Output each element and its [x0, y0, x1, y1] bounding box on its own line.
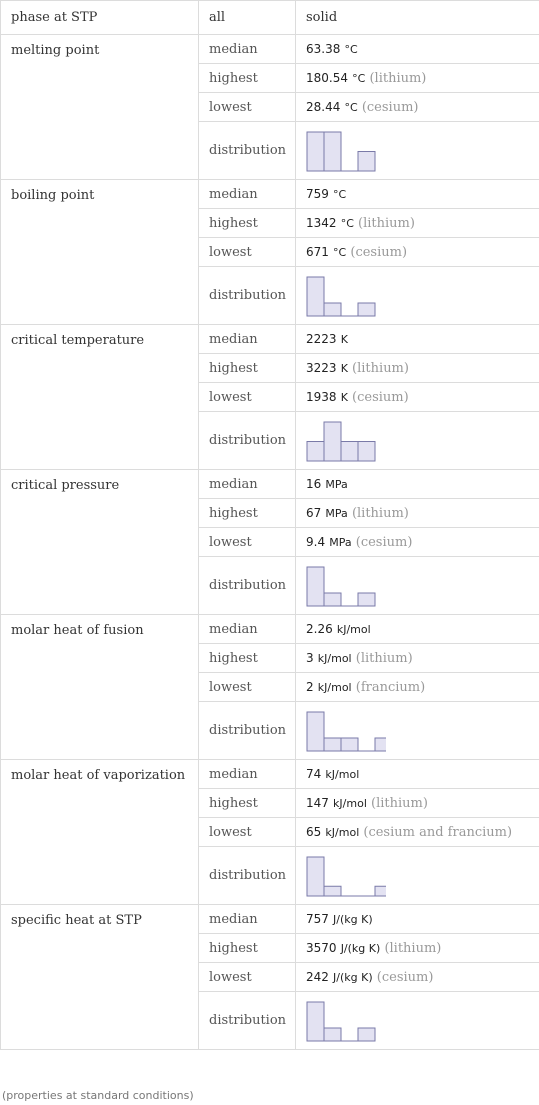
- histogram-bar: [307, 441, 324, 461]
- lowest-value: 1938: [306, 389, 337, 404]
- median-value-cell: [296, 905, 539, 934]
- median-value-cell: [296, 180, 539, 209]
- distribution-histogram: [306, 131, 386, 173]
- distribution-label: distribution: [199, 702, 296, 760]
- lowest-value: 242: [306, 969, 329, 984]
- histogram-bar: [307, 857, 324, 896]
- lowest-label: lowest: [199, 93, 296, 122]
- highest-value: 1342: [306, 215, 337, 230]
- histogram-bar: [358, 303, 375, 316]
- property-row-median: [1, 760, 539, 789]
- lowest-label: lowest: [199, 673, 296, 702]
- highest-element-note: (lithium): [355, 650, 413, 666]
- lowest-element-note: (cesium): [352, 389, 409, 405]
- highest-element-note: (lithium): [371, 795, 428, 811]
- lowest-unit: MPa: [329, 535, 352, 549]
- header-solid-label: solid: [296, 1, 539, 35]
- highest-unit: MPa: [325, 506, 348, 520]
- histogram-bar: [307, 1002, 324, 1041]
- lowest-label: lowest: [199, 238, 296, 267]
- median-unit: K: [340, 332, 348, 346]
- median-label: median: [199, 470, 296, 499]
- highest-value: 3223: [306, 360, 337, 375]
- distribution-histogram: [306, 856, 386, 898]
- median-unit: kJ/mol: [325, 767, 360, 781]
- highest-label: highest: [199, 934, 296, 963]
- highest-unit: °C: [352, 71, 366, 85]
- distribution-histogram: [306, 711, 386, 753]
- lowest-element-note: (cesium): [350, 244, 408, 260]
- histogram-bar: [324, 132, 341, 171]
- distribution-cell: [296, 702, 539, 760]
- highest-label: highest: [199, 499, 296, 528]
- highest-element-note: (lithium): [352, 360, 409, 376]
- property-row-median: [1, 470, 539, 499]
- lowest-unit: kJ/mol: [317, 680, 352, 694]
- highest-label: highest: [199, 64, 296, 93]
- median-value: 63.38: [306, 41, 341, 56]
- median-label: median: [199, 760, 296, 789]
- highest-element-note: (lithium): [351, 505, 409, 521]
- lowest-unit: °C: [344, 100, 358, 114]
- distribution-histogram: [306, 421, 386, 463]
- property-name: molar heat of fusion: [1, 615, 199, 760]
- highest-element-note: (lithium): [369, 70, 427, 86]
- median-unit: kJ/mol: [336, 622, 371, 636]
- property-row-median: [1, 905, 539, 934]
- histogram-bar: [358, 593, 375, 606]
- property-row-median: [1, 325, 539, 354]
- median-unit: °C: [333, 187, 347, 201]
- highest-label: highest: [199, 354, 296, 383]
- lowest-value-cell: [296, 818, 539, 847]
- distribution-label: distribution: [199, 992, 296, 1050]
- lowest-unit: kJ/mol: [325, 825, 360, 839]
- distribution-histogram: [306, 566, 386, 608]
- lowest-unit: K: [340, 390, 348, 404]
- highest-unit: kJ/mol: [317, 651, 352, 665]
- median-value-cell: [296, 470, 539, 499]
- highest-unit: J/(kg K): [340, 941, 381, 955]
- distribution-label: distribution: [199, 412, 296, 470]
- property-name: boiling point: [1, 180, 199, 325]
- histogram-bar: [358, 1028, 375, 1041]
- median-label: median: [199, 180, 296, 209]
- highest-value: 3570: [306, 940, 337, 955]
- highest-element-note: (lithium): [358, 215, 415, 231]
- histogram-bar: [358, 441, 375, 461]
- lowest-label: lowest: [199, 818, 296, 847]
- highest-label: highest: [199, 789, 296, 818]
- property-name: critical temperature: [1, 325, 199, 470]
- median-unit: J/(kg K): [333, 912, 373, 926]
- histogram-bar: [341, 441, 358, 461]
- footer-note: (properties at standard conditions): [2, 1089, 194, 1102]
- median-value-cell: [296, 35, 539, 64]
- lowest-value: 671: [306, 244, 329, 259]
- lowest-label: lowest: [199, 383, 296, 412]
- highest-unit: K: [340, 361, 348, 375]
- median-value: 759: [306, 186, 329, 201]
- distribution-label: distribution: [199, 122, 296, 180]
- highest-value: 3: [306, 650, 314, 665]
- median-value: 16: [306, 476, 322, 491]
- histogram-bar: [324, 886, 341, 896]
- lowest-value-cell: [296, 528, 539, 557]
- distribution-cell: [296, 122, 539, 180]
- highest-value-cell: [296, 789, 539, 818]
- lowest-label: lowest: [199, 963, 296, 992]
- histogram-bar: [324, 1028, 341, 1041]
- property-name: specific heat at STP: [1, 905, 199, 1050]
- distribution-label: distribution: [199, 267, 296, 325]
- lowest-value: 65: [306, 824, 322, 839]
- lowest-value: 2: [306, 679, 314, 694]
- highest-value: 180.54: [306, 70, 348, 85]
- highest-value-cell: [296, 209, 539, 238]
- highest-label: highest: [199, 644, 296, 673]
- highest-label: highest: [199, 209, 296, 238]
- histogram-bar: [307, 567, 324, 606]
- header-all-label: all: [199, 1, 296, 35]
- lowest-value: 9.4: [306, 534, 326, 549]
- median-value: 74: [306, 766, 322, 781]
- highest-element-note: (lithium): [384, 940, 442, 956]
- distribution-cell: [296, 847, 539, 905]
- highest-unit: °C: [340, 216, 354, 230]
- highest-value-cell: [296, 64, 539, 93]
- histogram-bar: [358, 151, 375, 171]
- highest-value: 147: [306, 795, 329, 810]
- header-row: [1, 1, 539, 35]
- property-name: molar heat of vaporization: [1, 760, 199, 905]
- median-unit: °C: [344, 42, 358, 56]
- highest-value-cell: [296, 644, 539, 673]
- distribution-label: distribution: [199, 847, 296, 905]
- lowest-element-note: (cesium): [361, 99, 419, 115]
- highest-value-cell: [296, 499, 539, 528]
- distribution-histogram: [306, 276, 386, 318]
- lowest-unit: J/(kg K): [333, 970, 373, 984]
- median-label: median: [199, 35, 296, 64]
- lowest-value: 28.44: [306, 99, 341, 114]
- histogram-bar: [307, 277, 324, 316]
- distribution-cell: [296, 992, 539, 1050]
- property-row-median: [1, 615, 539, 644]
- lowest-value-cell: [296, 93, 539, 122]
- histogram-bar: [324, 303, 341, 316]
- lowest-element-note: (cesium): [376, 969, 434, 985]
- median-label: median: [199, 615, 296, 644]
- histogram-bar: [307, 712, 324, 751]
- lowest-value-cell: [296, 963, 539, 992]
- median-value: 2223: [306, 331, 337, 346]
- property-row-median: [1, 180, 539, 209]
- highest-value-cell: [296, 934, 539, 963]
- distribution-cell: [296, 267, 539, 325]
- distribution-cell: [296, 412, 539, 470]
- lowest-element-note: (cesium and francium): [363, 824, 513, 840]
- histogram-bar: [341, 738, 358, 751]
- median-value-cell: [296, 615, 539, 644]
- highest-unit: kJ/mol: [333, 796, 367, 810]
- highest-value-cell: [296, 354, 539, 383]
- property-name: critical pressure: [1, 470, 199, 615]
- median-label: median: [199, 325, 296, 354]
- median-label: median: [199, 905, 296, 934]
- highest-value: 67: [306, 505, 322, 520]
- median-value: 757: [306, 911, 329, 926]
- lowest-label: lowest: [199, 528, 296, 557]
- histogram-bar: [324, 593, 341, 606]
- lowest-value-cell: [296, 383, 539, 412]
- distribution-cell: [296, 557, 539, 615]
- property-name: melting point: [1, 35, 199, 180]
- median-value-cell: [296, 760, 539, 789]
- header-phase-label: phase at STP: [1, 1, 199, 35]
- lowest-element-note: (francium): [355, 679, 426, 695]
- histogram-bar: [307, 132, 324, 171]
- median-value: 2.26: [306, 621, 333, 636]
- histogram-bar: [375, 738, 386, 751]
- histogram-bar: [324, 738, 341, 751]
- lowest-value-cell: [296, 238, 539, 267]
- distribution-histogram: [306, 1001, 386, 1043]
- lowest-element-note: (cesium): [355, 534, 413, 550]
- histogram-bar: [375, 886, 386, 896]
- property-row-median: [1, 35, 539, 64]
- lowest-value-cell: [296, 673, 539, 702]
- distribution-label: distribution: [199, 557, 296, 615]
- histogram-bar: [324, 422, 341, 461]
- median-value-cell: [296, 325, 539, 354]
- lowest-unit: °C: [333, 245, 347, 259]
- median-unit: MPa: [325, 477, 348, 491]
